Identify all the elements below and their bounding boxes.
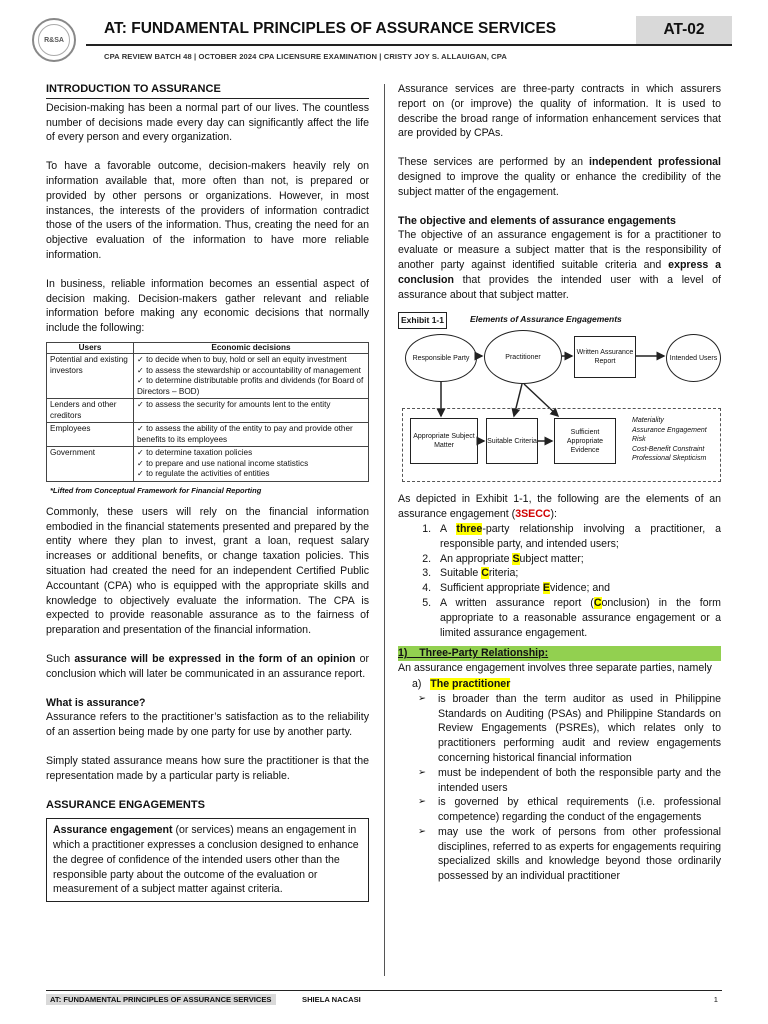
decision-item: ✓ to assess the ability of the entity to pay and provide other benefits to its employees (137, 424, 353, 444)
table-row (47, 447, 369, 482)
paragraph: Decision-making has been a normal part of our lives. The countless number of decisions made every day can significantly affect the life of every person and every organization. (46, 101, 369, 144)
list-item: 3. Suitable Criteria; (434, 566, 721, 581)
list-item: 1. A three-party relationship involving a practitioner, a responsible party, and intended users; (434, 522, 721, 552)
table-row (47, 399, 369, 423)
paragraph: An assurance engagement involves three separate parties, namely (398, 662, 712, 675)
paragraph: Simply stated assurance means how sure the practitioner is that the representation made by a particular party is reliable. (46, 754, 369, 782)
column-divider (384, 84, 385, 976)
node-intended-users: Intended Users (666, 334, 721, 382)
table-header: Users (47, 342, 134, 354)
objective-heading: The objective and elements of assurance engagements (398, 214, 676, 227)
node-evidence: Sufficient Appropriate Evidence (554, 418, 616, 464)
definition-box: Assurance engagement (or services) means an engagement in which a practitioner expresses a conclusion designed to enhance the degree of confidence of the intended users other than the responsible party about the outcome of the evaluation or measurement of a subject matter against criteria. (46, 818, 369, 902)
subheading-practitioner: a) The practitioner (412, 677, 511, 690)
list-item: 5. A written assurance report (Conclusion) in the form appropriate to a reasonable assurance engagement or a limited assurance engagement. (434, 596, 721, 640)
right-column (398, 82, 721, 884)
decision-item: ✓ to regulate the activities of entities (137, 469, 270, 479)
paragraph: To have a favorable outcome, decision-makers heavily rely on information available that, more often than not, is prepared or provided by other persons or organizations. However, in most instances, the interests of the providers of information contradict those of the users of the information. Thus, creating the need for an objective evaluation of the information to have more reliable information. (46, 160, 369, 261)
document-code: AT-02 (636, 16, 732, 44)
what-heading: What is assurance? (46, 696, 146, 709)
table-cell-user: Potential and existing investors (47, 354, 134, 399)
paragraph: In business, reliable information becomes an essential aspect of decision making. Decision-makers gather relevant and reliable information before making any economic decisions that normally include the following: (46, 277, 369, 335)
node-practitioner: Practitioner (484, 330, 562, 384)
exhibit-label: Exhibit 1-1 (398, 312, 447, 329)
table-cell-decisions (134, 354, 369, 399)
table-cell-user: Government (47, 447, 134, 482)
engagements-heading: ASSURANCE ENGAGEMENTS (46, 798, 205, 811)
table-cell-decisions (134, 423, 369, 447)
table-cell-user: Lenders and other creditors (47, 399, 134, 423)
decision-item: ✓ to assess the stewardship or accountability of management (137, 365, 361, 375)
document-subtitle: CPA REVIEW BATCH 48 | OCTOBER 2024 CPA LICENSURE EXAMINATION | CRISTY JOY S. ALLAUIGAN, CPA (104, 52, 507, 61)
school-logo (32, 18, 76, 62)
list-item: ➢ is governed by ethical requirements (i.e. professional competence) regarding the conduct of the engagements (438, 795, 721, 825)
exhibit-diagram (398, 312, 721, 488)
decision-item: ✓ to determine taxation policies (137, 448, 253, 458)
decision-item: ✓ to determine distributable profits and dividends (for Board of Directors – BOD) (137, 376, 364, 396)
table-header: Economic decisions (134, 342, 369, 354)
table-cell-decisions (134, 399, 369, 423)
paragraph: These services are performed by an independent professional designed to improve the quality or enhance the credibility of the subject matter of the engagement. (398, 156, 722, 198)
node-responsible-party: Responsible Party (405, 334, 477, 382)
table-row (47, 354, 369, 399)
header-rule (86, 44, 732, 46)
table-cell-decisions (134, 447, 369, 482)
paragraph: As depicted in Exhibit 1-1, the following are the elements of an assurance engagement (3SECC): (398, 493, 721, 521)
decision-item: ✓ to decide when to buy, hold or sell an equity investment (137, 355, 347, 365)
footer-title: AT: FUNDAMENTAL PRINCIPLES OF ASSURANCE SERVICES (46, 994, 276, 1005)
decision-item: ✓ to prepare and use national income statistics (137, 458, 309, 468)
paragraph: The objective of an assurance engagement is for a practitioner to evaluate or measure a subject matter that is the responsibility of another party against identified suitable criteria and express a conclusion that provides the intended user with a level of assurance about that subject matter. (398, 229, 721, 301)
table-row (47, 423, 369, 447)
list-item: ➢ must be independent of both the responsible party and the intended users (438, 766, 721, 796)
practitioner-bullets (398, 692, 721, 884)
page-header (32, 14, 732, 66)
paragraph: Assurance refers to the practitioner’s satisfaction as to the reliability of an assertion being made by one party for use by another party. (46, 711, 369, 739)
exhibit-title: Elements of Assurance Engagements (470, 314, 622, 325)
footer-author: SHIELA NACASI (302, 995, 361, 1004)
page-number: 1 (713, 995, 718, 1004)
paragraph: Assurance services are three-party contracts in which assurers report on (or improve) the quality of information. It is used to describe the broad range of information enhancement services that are provided by CPAs. (398, 83, 721, 140)
node-subject-matter: Appropriate Subject Matter (410, 418, 478, 464)
list-item: ➢ is broader than the term auditor as used in Philippine Standards on Auditing (PSAs) and Philippine Standards on Review Engagements (PSREs), which relates only to practitioners performing audit and review engagements concerning historical financial information (438, 692, 721, 766)
table-cell-user: Employees (47, 423, 134, 447)
users-table (46, 342, 369, 482)
section-heading-three-party: 1) Three-Party Relationship: (398, 646, 721, 661)
node-suitable-criteria: Suitable Criteria (486, 418, 538, 464)
list-item: 4. Sufficient appropriate Evidence; and (434, 581, 721, 596)
decision-item: ✓ to assess the security for amounts lent to the entity (137, 400, 331, 410)
list-item: ➢ may use the work of persons from other professional disciplines, referred to as experts for engagements requiring specialized skills and knowledge beyond those ordinarily possessed by an individual practitioner (438, 825, 721, 884)
document-title: AT: FUNDAMENTAL PRINCIPLES OF ASSURANCE SERVICES (104, 20, 557, 37)
list-item: 2. An appropriate Subject matter; (434, 552, 721, 567)
page-footer (46, 990, 722, 1007)
node-assurance-report: Written Assurance Report (574, 336, 636, 378)
table-note: *Lifted from Conceptual Framework for Financial Reporting (50, 485, 262, 495)
paragraph: Such assurance will be expressed in the form of an opinion or conclusion which will later be communicated in an assurance report. (46, 652, 369, 680)
paragraph: Commonly, these users will rely on the financial information embodied in the financial statements presented and prepared by the entity where they plan to invest, grant a loan, request salary increases or additional benefits, or change taxation policies. This situation had created the need for an independent Certified Public Accountant (CPA) who is equipped with the appropriate skills and knowledge to objectively evaluate the information. The CPA is expected to provide reasonable assurance as to the fairness of preparation and presentation of the financial information. (46, 505, 369, 637)
intro-heading: INTRODUCTION TO ASSURANCE (46, 82, 369, 99)
elements-list (398, 522, 721, 640)
left-column (46, 82, 369, 902)
engagement-factors: Materiality Assurance Engagement Risk Cost-Benefit Constraint Professional Skepticism (632, 417, 707, 462)
logo-text: R&SA (38, 24, 70, 56)
